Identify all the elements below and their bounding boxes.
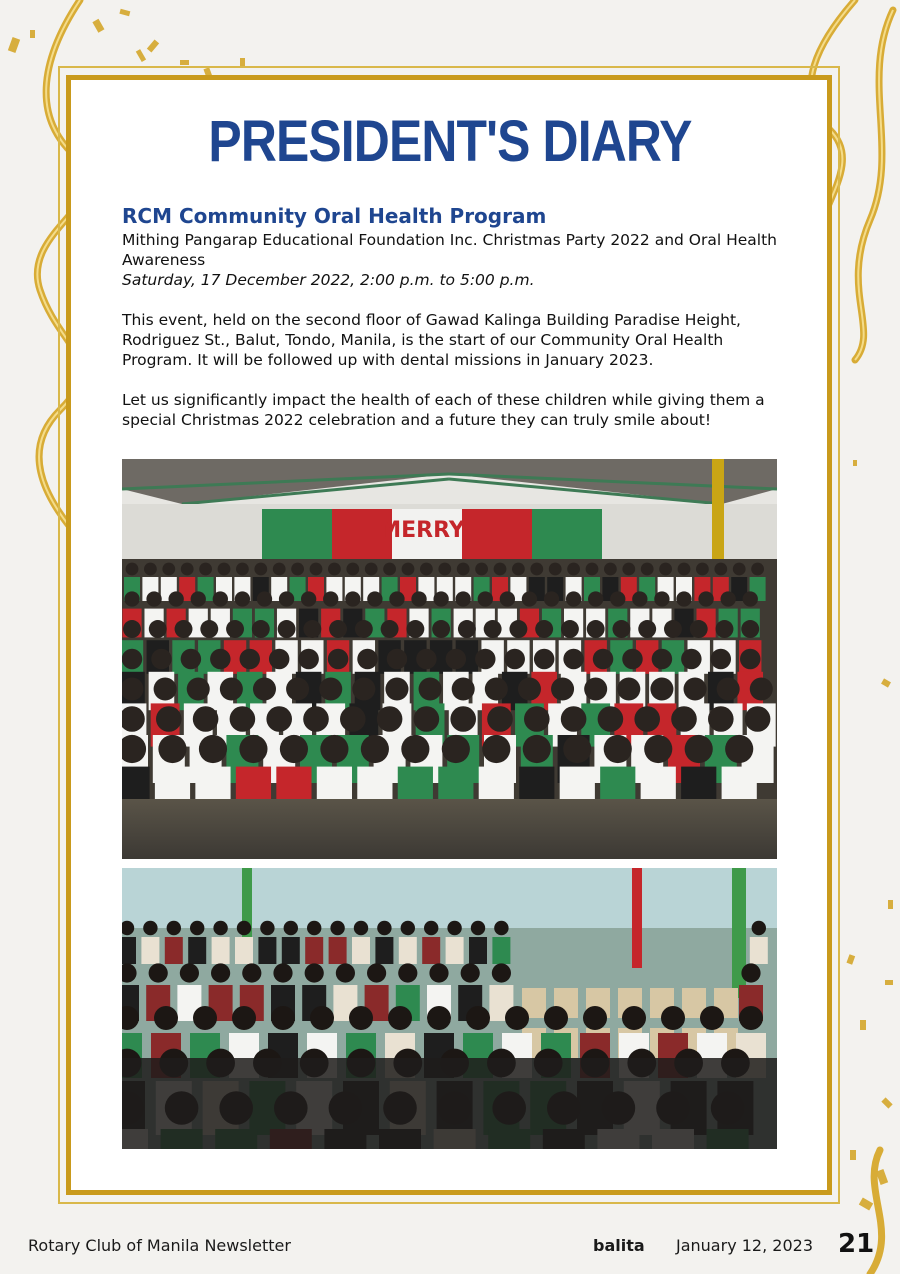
page-title: PRESIDENT'S DIARY [208,109,692,174]
party-photo-illustration [122,868,777,1149]
issue-date: January 12, 2023 [676,1236,813,1255]
newsletter-brand: balita [593,1236,645,1255]
article-body [122,204,782,430]
banner-text: MERRY [379,518,465,543]
page-number: 21 [838,1229,875,1259]
group-photo-illustration [122,459,777,859]
event-datetime: Saturday, 17 December 2022, 2:00 p.m. to 5:00 p.m. [122,271,535,289]
party-photo [122,868,777,1149]
article-paragraph-1: This event, held on the second floor of Gawad Kalinga Building Paradise Height, Rodriguez St., Balut, Tondo, Manila, is the start of our Community Oral Health Program. It will be followed up with dental missions in January 2023. [122,311,741,369]
article-paragraph-2: Let us significantly impact the health of each of these children while giving them a special Christmas 2022 celebration and a future they can truly smile about! [122,391,765,429]
article-subtitle: Mithing Pangarap Educational Foundation Inc. Christmas Party 2022 and Oral Health Awareness [122,231,777,269]
newsletter-name: Rotary Club of Manila Newsletter [28,1236,291,1255]
group-photo [122,459,777,859]
article-heading: RCM Community Oral Health Program [122,204,547,228]
